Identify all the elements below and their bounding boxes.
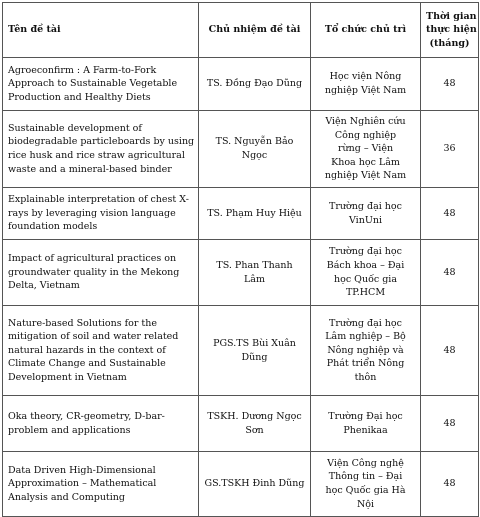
host-organization — [311, 58, 421, 111]
title-line: Explainable interpretation of chest X- — [8, 194, 189, 206]
duration-months: 48 — [421, 396, 479, 452]
title-line: Data Driven High-Dimensional — [8, 464, 156, 476]
host-organization — [311, 306, 421, 396]
duration-months: 48 — [421, 58, 479, 111]
org-line: Học viện Nông — [329, 71, 402, 83]
title-line: biodegradable particleboards by using — [8, 136, 195, 148]
table-row — [3, 396, 479, 452]
projects-table — [2, 2, 479, 517]
title-line: groundwater quality in the Mekong — [8, 266, 180, 278]
project-title — [3, 58, 199, 111]
org-line: Lâm nghiệp – Bộ — [325, 331, 406, 343]
project-lead — [199, 111, 311, 188]
header-title — [3, 3, 199, 58]
project-lead — [199, 452, 311, 517]
org-line: nghiệp Việt Nam — [324, 85, 407, 96]
lead-line: Sơn — [245, 424, 264, 436]
header-duration-line: (tháng) — [429, 37, 470, 49]
header-duration — [421, 3, 479, 58]
title-line: Analysis and Computing — [8, 491, 125, 503]
host-organization — [311, 396, 421, 452]
org-line: Công nghiệp — [334, 129, 397, 141]
title-line: mitigation of soil and water related — [8, 331, 179, 343]
title-line: rays by leveraging vision language — [8, 207, 176, 219]
project-title — [3, 188, 199, 240]
header-org — [311, 3, 421, 58]
title-line: foundation models — [8, 221, 98, 233]
org-line: học Quốc gia Hà — [325, 485, 406, 496]
org-line: Khoa học Lâm — [331, 156, 400, 168]
project-lead — [199, 188, 311, 240]
title-line: Production and Healthy Diets — [8, 91, 151, 103]
header-title-text: Tên đề tài — [8, 24, 61, 36]
title-line: Oka theory, CR-geometry, D-bar- — [8, 410, 165, 422]
org-line: Bách khoa – Đại — [326, 259, 405, 271]
org-line: Trường đại học — [329, 317, 402, 329]
header-row — [3, 3, 479, 58]
table-row — [3, 188, 479, 240]
project-title — [3, 306, 199, 396]
duration-months: 48 — [421, 306, 479, 396]
table-row — [3, 58, 479, 111]
table-row — [3, 240, 479, 306]
project-title — [3, 396, 199, 452]
duration-months: 36 — [421, 111, 479, 188]
org-line: Phát triển Nông — [326, 358, 405, 370]
project-title — [3, 240, 199, 306]
title-line: Climate Change and Sustainable — [8, 358, 166, 370]
title-line: Sustainable development of — [8, 122, 142, 134]
lead-line: TS. Phạm Huy Hiệu — [207, 207, 302, 219]
header-lead-text: Chủ nhiệm đề tài — [208, 24, 301, 36]
project-lead — [199, 58, 311, 111]
project-lead — [199, 306, 311, 396]
lead-line: Ngọc — [241, 150, 268, 161]
title-line: Approach to Sustainable Vegetable — [8, 78, 178, 90]
project-lead — [199, 240, 311, 306]
title-line: Agroeconfirm : A Farm-to-Fork — [8, 64, 157, 76]
org-line: VinUni — [348, 214, 382, 226]
host-organization — [311, 452, 421, 517]
header-duration-line: Thời gian — [426, 10, 477, 22]
lead-line: TS. Đồng Đạo Dũng — [206, 78, 303, 90]
title-line: Nature-based Solutions for the — [8, 317, 157, 329]
lead-line: Dũng — [241, 351, 268, 363]
host-organization — [311, 240, 421, 306]
header-lead — [199, 3, 311, 58]
duration-months: 48 — [421, 188, 479, 240]
org-line: Viện Nghiên cứu — [325, 116, 406, 128]
title-line: natural hazards in the context of — [8, 344, 166, 356]
title-line: rice husk and rice straw agricultural — [8, 150, 185, 161]
title-line: Approximation – Mathematical — [8, 478, 157, 490]
project-lead — [199, 396, 311, 452]
host-organization — [311, 111, 421, 188]
org-line: Thông tin – Đại — [328, 471, 403, 483]
org-line: Phenikaa — [343, 424, 388, 436]
org-line: Viện Công nghệ — [327, 457, 404, 469]
project-title — [3, 111, 199, 188]
title-line: problem and applications — [8, 424, 131, 436]
org-line: Nội — [356, 498, 375, 510]
org-line: Trường đại học — [329, 246, 402, 258]
project-title — [3, 452, 199, 517]
header-duration-line: thực hiện — [426, 24, 477, 36]
header-org-text: Tổ chức chủ trì — [324, 24, 407, 36]
org-line: thôn — [354, 371, 377, 383]
title-line: Delta, Vietnam — [8, 280, 80, 292]
lead-line: PGS.TS Bùi Xuân — [213, 337, 296, 349]
table-row — [3, 306, 479, 396]
org-line: học Quốc gia — [333, 273, 398, 285]
lead-line: TS. Phan Thanh — [216, 259, 293, 271]
org-line: TP.HCM — [345, 287, 386, 299]
title-line: waste and a mineral-based binder — [8, 163, 172, 175]
lead-line: Lâm — [244, 273, 265, 285]
duration-months: 48 — [421, 452, 479, 517]
host-organization — [311, 188, 421, 240]
org-line: nghiệp Việt Nam — [324, 170, 407, 182]
lead-line: GS.TSKH Đinh Dũng — [204, 478, 305, 490]
lead-line: TS. Nguyễn Bảo — [215, 136, 294, 148]
title-line: Impact of agricultural practices on — [8, 253, 177, 265]
lead-line: TSKH. Dương Ngọc — [207, 410, 302, 422]
title-line: Development in Vietnam — [8, 371, 127, 383]
table-row — [3, 452, 479, 517]
duration-months: 48 — [421, 240, 479, 306]
org-line: Trường đại học — [329, 200, 402, 212]
table-row — [3, 111, 479, 188]
org-line: Trường Đại học — [328, 410, 403, 422]
org-line: Nông nghiệp và — [327, 344, 404, 356]
org-line: rừng – Viện — [337, 143, 394, 155]
